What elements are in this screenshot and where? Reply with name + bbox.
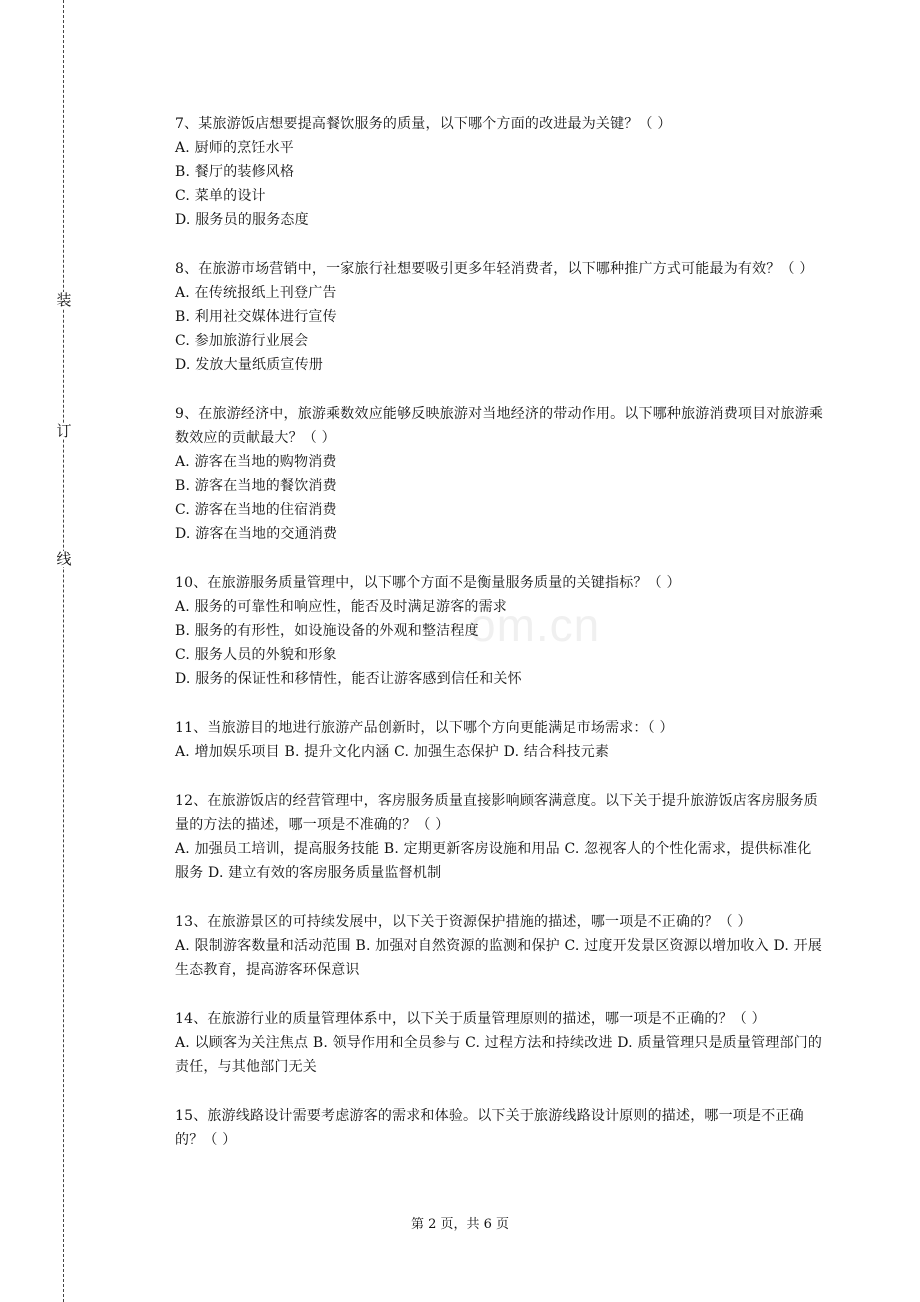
option-a: A. 游客在当地的购物消费 xyxy=(175,454,337,470)
question-8 xyxy=(175,257,825,377)
question-stem: 9、在旅游经济中，旅游乘数效应能够反映旅游对当地经济的带动作用。以下哪种旅游消费项目对旅游乘数效应的贡献最大？（ ） xyxy=(175,406,824,446)
binding-char-xian: 线 xyxy=(56,550,72,568)
question-stem: 12、在旅游饭店的经营管理中，客房服务质量直接影响顾客满意度。以下关于提升旅游饭店客房服务质量的方法的描述，哪一项是不准确的？（ ） xyxy=(175,793,819,833)
question-stem: 8、在旅游市场营销中，一家旅行社想要吸引更多年轻消费者，以下哪种推广方式可能最为有效？（ ） xyxy=(175,261,814,277)
option-c: C. 游客在当地的住宿消费 xyxy=(175,502,337,518)
question-stem: 11、当旅游目的地进行旅游产品创新时，以下哪个方向更能满足市场需求：（ ） xyxy=(175,720,674,736)
option-b: B. 游客在当地的餐饮消费 xyxy=(175,478,337,494)
page-footer: 第 2 页，共 6 页 xyxy=(410,1217,510,1232)
question-14 xyxy=(175,1007,825,1079)
inline-options: A. 限制游客数量和活动范围 B. 加强对自然资源的监测和保护 C. 过度开发景区资源以增加收入 D. 开展生态教育，提高游客环保意识 xyxy=(175,938,823,978)
question-stem: 14、在旅游行业的质量管理体系中，以下关于质量管理原则的描述，哪一项是不正确的？（ ） xyxy=(175,1011,766,1027)
option-c: C. 参加旅游行业展会 xyxy=(175,333,309,349)
option-b: B. 利用社交媒体进行宣传 xyxy=(175,309,337,325)
question-stem: 7、某旅游饭店想要提高餐饮服务的质量，以下哪个方面的改进最为关键？（ ） xyxy=(175,116,672,132)
question-13 xyxy=(175,910,825,982)
question-12 xyxy=(175,789,825,885)
binding-char-zhuang: 装 xyxy=(56,291,72,309)
option-a: A. 服务的可靠性和响应性，能否及时满足游客的需求 xyxy=(175,599,508,615)
inline-options: A. 增加娱乐项目 B. 提升文化内涵 C. 加强生态保护 D. 结合科技元素 xyxy=(175,744,610,760)
question-stem: 15、旅游线路设计需要考虑游客的需求和体验。以下关于旅游线路设计原则的描述，哪一项是不正确的？（ ） xyxy=(175,1108,804,1148)
option-d: D. 服务员的服务态度 xyxy=(175,212,309,228)
binding-char-ding: 订 xyxy=(56,422,72,440)
option-b: B. 服务的有形性，如设施设备的外观和整洁程度 xyxy=(175,623,479,639)
question-list xyxy=(175,112,825,1177)
inline-options: A. 以顾客为关注焦点 B. 领导作用和全员参与 C. 过程方法和持续改进 D. 质量管理只是质量管理部门的责任，与其他部门无关 xyxy=(175,1035,823,1075)
option-a: A. 在传统报纸上刊登广告 xyxy=(175,285,337,301)
question-stem: 10、在旅游服务质量管理中，以下哪个方面不是衡量服务质量的关键指标？（ ） xyxy=(175,575,681,591)
question-7 xyxy=(175,112,825,232)
watermark: om.cn xyxy=(470,599,601,651)
question-15 xyxy=(175,1104,825,1152)
option-c: C. 服务人员的外貌和形象 xyxy=(175,647,337,663)
question-11 xyxy=(175,716,825,764)
question-10 xyxy=(175,571,825,691)
option-d: D. 游客在当地的交通消费 xyxy=(175,526,338,542)
inline-options: A. 加强员工培训，提高服务技能 B. 定期更新客房设施和用品 C. 忽视客人的个性化需求，提供标准化服务 D. 建立有效的客房服务质量监督机制 xyxy=(175,841,812,881)
question-9 xyxy=(175,402,825,546)
binding-dashed-line xyxy=(63,0,64,1302)
option-b: B. 餐厅的装修风格 xyxy=(175,164,295,180)
option-d: D. 发放大量纸质宣传册 xyxy=(175,357,324,373)
option-d: D. 服务的保证性和移情性，能否让游客感到信任和关怀 xyxy=(175,671,522,687)
option-c: C. 菜单的设计 xyxy=(175,188,266,204)
question-stem: 13、在旅游景区的可持续发展中，以下关于资源保护措施的描述，哪一项是不正确的？（ ） xyxy=(175,914,752,930)
option-a: A. 厨师的烹饪水平 xyxy=(175,140,295,156)
